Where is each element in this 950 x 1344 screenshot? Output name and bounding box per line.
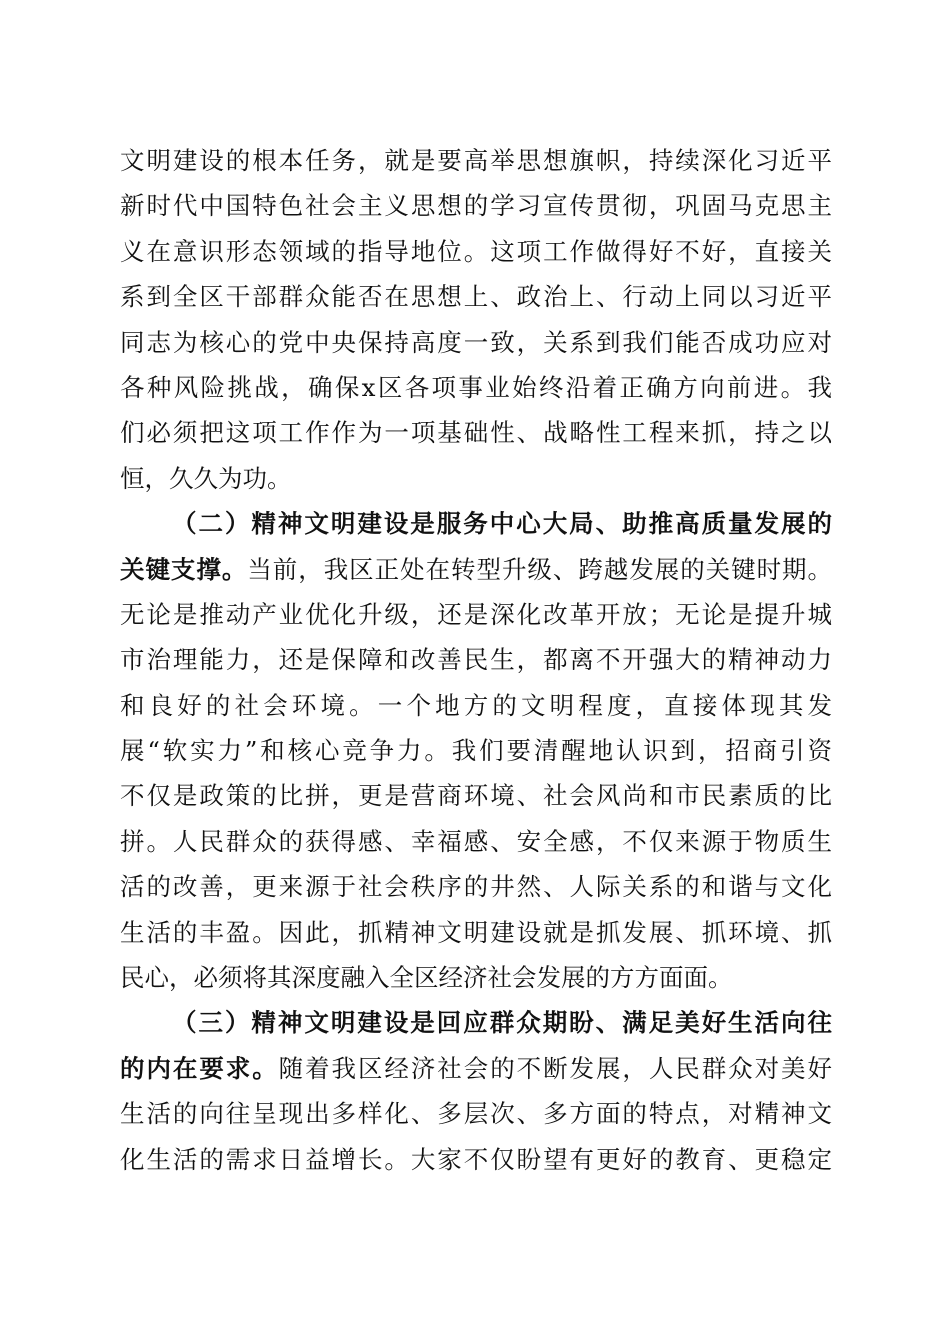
- paragraph-1: [120, 138, 832, 501]
- text-line: [120, 1091, 832, 1136]
- text-line: 们必须把这项工作作为一项基础性、战略性工程来抓，持之以: [120, 418, 832, 448]
- body-text: 活的改善，更来源于社会秩序的井然、人际关系的和谐与文化: [120, 872, 832, 902]
- text-line: 文明建设的根本任务，就是要高举思想旗帜，持续深化习近平: [120, 146, 832, 175]
- text-line: 系到全区干部群众能否在思想上、政治上、行动上同以习近平: [120, 282, 832, 312]
- text-line: [120, 637, 832, 682]
- text-line: [120, 592, 832, 637]
- section-heading: 关键支撑。: [120, 554, 248, 584]
- text-line: [120, 501, 832, 546]
- text-line: [120, 864, 832, 909]
- paragraph-2: [120, 501, 832, 1000]
- document-body: [120, 138, 832, 1182]
- text-line: [120, 1137, 832, 1182]
- text-line: 义在意识形态领域的指导地位。这项工作做得好不好，直接关: [120, 236, 832, 266]
- section-heading: 的内在要求。: [120, 1053, 279, 1083]
- text-line: 同志为核心的党中央保持高度一致，关系到我们能否成功应对: [120, 327, 832, 357]
- text-line: [120, 728, 832, 773]
- body-text: 当前，我区正处在转型升级、跨越发展的关键时期。: [247, 554, 833, 584]
- body-text: 展“软实力”和核心竞争力。我们要清醒地认识到，招商引资: [120, 736, 832, 766]
- text-line: [120, 1000, 832, 1045]
- body-text: 生活的向往呈现出多样化、多层次、多方面的特点，对精神文: [120, 1099, 832, 1129]
- body-text: 化生活的需求日益增长。大家不仅盼望有更好的教育、更稳定: [120, 1144, 832, 1174]
- paragraph-3: [120, 1000, 832, 1182]
- text-line: 新时代中国特色社会主义思想的学习宣传贯彻，巩固马克思主: [120, 191, 832, 221]
- text-line: [120, 683, 832, 728]
- text-line: 恒，久久为功。: [120, 463, 292, 493]
- body-text: 和良好的社会环境。一个地方的文明程度，直接体现其发: [120, 690, 832, 720]
- body-text: 民心，必须将其深度融入全区经济社会发展的方方面面。: [120, 963, 733, 993]
- text-line: [120, 819, 832, 864]
- body-text: 不仅是政策的比拼，更是营商环境、社会风尚和市民素质的比: [120, 781, 832, 811]
- section-heading: （三）精神文明建设是回应群众期盼、满足美好生活向往: [172, 1008, 832, 1038]
- section-heading: （二）精神文明建设是服务中心大局、助推高质量发展的: [172, 509, 832, 539]
- body-text: 市治理能力，还是保障和改善民生，都离不开强大的精神动力: [120, 645, 832, 675]
- body-text: 随着我区经济社会的不断发展，人民群众对美好: [278, 1053, 833, 1083]
- body-text: 无论是推动产业优化升级，还是深化改革开放；无论是提升城: [120, 599, 832, 629]
- text-line: [120, 955, 832, 1000]
- text-line: [120, 1046, 832, 1091]
- text-line: [120, 773, 832, 818]
- body-text: 拼。人民群众的获得感、幸福感、安全感，不仅来源于物质生: [120, 826, 832, 856]
- text-line: [120, 547, 832, 592]
- text-line: 各种风险挑战，确保x区各项事业始终沿着正确方向前进。我: [120, 372, 832, 402]
- text-line: [120, 910, 832, 955]
- body-text: 生活的丰盈。因此，抓精神文明建设就是抓发展、抓环境、抓: [120, 917, 832, 947]
